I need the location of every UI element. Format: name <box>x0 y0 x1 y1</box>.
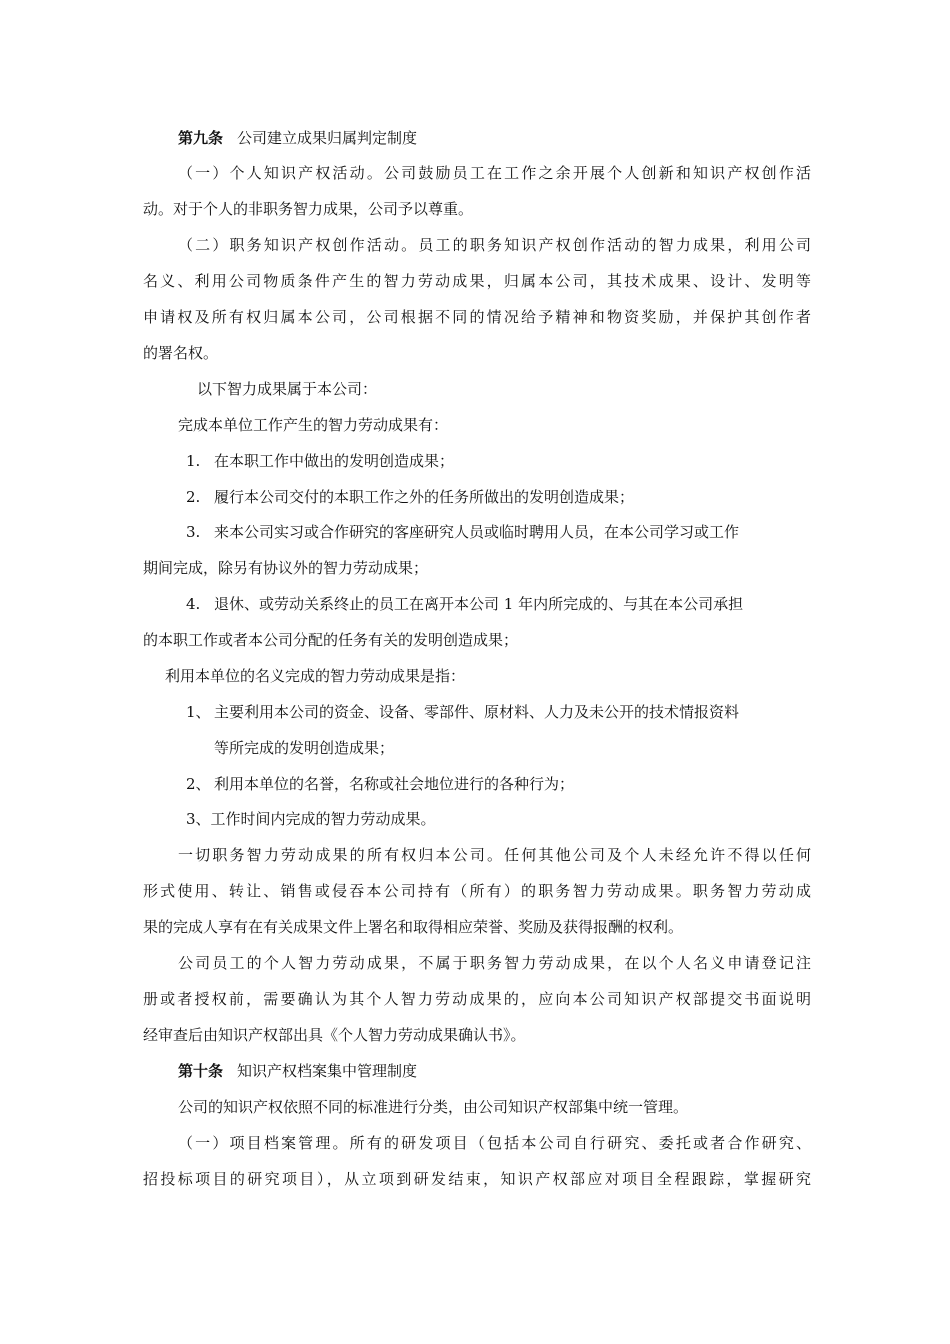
list-item-number: 4. <box>186 595 201 613</box>
article-10-title: 知识产权档案集中管理制度 <box>237 1062 418 1080</box>
paragraph-line: 的本职工作或者本公司分配的任务有关的发明创造成果； <box>143 631 519 649</box>
paragraph-line: 名义、利用公司物质条件产生的智力劳动成果，归属本公司，其技术成果、设计、发明等 <box>143 272 811 290</box>
paragraph-line: 以下智力成果属于本公司： <box>197 380 378 398</box>
article-10-number: 第十条 <box>178 1062 224 1080</box>
list-item-text: 主要利用本公司的资金、设备、零部件、原材料、人力及未公开的技术情报资料 <box>214 703 740 721</box>
list-item-number: 2、 <box>186 775 211 793</box>
list-item-text: 来本公司实习或合作研究的客座研究人员或临时聘用人员，在本公司学习或工作 <box>214 523 740 541</box>
paragraph-line: 申请权及所有权归属本公司，公司根据不同的情况给予精神和物资奖励，并保护其创作者 <box>143 308 811 326</box>
list-item-number: 1. <box>186 452 201 470</box>
paragraph-line: 形式使用、转让、销售或侵吞本公司持有（所有）的职务智力劳动成果。职务智力劳动成 <box>143 882 811 900</box>
list-item-text: 履行本公司交付的本职工作之外的任务所做出的发明创造成果； <box>214 488 635 506</box>
paragraph-line: 一切职务智力劳动成果的所有权归本公司。任何其他公司及个人未经允许不得以任何 <box>178 846 811 864</box>
paragraph-line: 公司的知识产权依照不同的标准进行分类，由公司知识产权部集中统一管理。 <box>178 1098 689 1116</box>
article-9-title: 公司建立成果归属判定制度 <box>237 129 418 147</box>
article-10-heading-line <box>178 1061 778 1081</box>
paragraph-line: 完成本单位工作产生的智力劳动成果有： <box>178 416 449 434</box>
paragraph-line: 利用本单位的名义完成的智力劳动成果是指： <box>165 667 466 685</box>
paragraph-line: （二）职务知识产权创作活动。员工的职务知识产权创作活动的智力成果，利用公司 <box>178 236 811 254</box>
list-item-number: 3. <box>186 523 201 541</box>
paragraph-line: 期间完成，除另有协议外的智力劳动成果； <box>143 559 429 577</box>
paragraph-line: 动。对于个人的非职务智力成果，公司予以尊重。 <box>143 200 474 218</box>
list-item-number: 1、 <box>186 703 211 721</box>
paragraph-line: 公司员工的个人智力劳动成果，不属于职务智力劳动成果，在以个人名义申请登记注 <box>178 954 811 972</box>
paragraph-line: 册或者授权前，需要确认为其个人智力劳动成果的，应向本公司知识产权部提交书面说明 <box>143 990 811 1008</box>
list-item-text: 在本职工作中做出的发明创造成果； <box>214 452 455 470</box>
list-item <box>186 702 811 722</box>
paragraph-line: 的署名权。 <box>143 344 219 362</box>
list-item-text: 利用本单位的名誉，名称或社会地位进行的各种行为； <box>214 775 575 793</box>
paragraph-line: 等所完成的发明创造成果； <box>214 739 395 757</box>
paragraph-line: （一）个人知识产权活动。公司鼓励员工在工作之余开展个人创新和知识产权创作活 <box>178 164 811 182</box>
article-9-heading-line <box>178 128 778 148</box>
paragraph-line: 3、工作时间内完成的智力劳动成果。 <box>186 810 436 828</box>
list-item <box>186 774 854 794</box>
paragraph-line: 招投标项目的研究项目），从立项到研发结束，知识产权部应对项目全程跟踪，掌握研究 <box>143 1170 811 1188</box>
paragraph-line: （一）项目档案管理。所有的研发项目（包括本公司自行研究、委托或者合作研究、 <box>178 1134 811 1152</box>
list-item-number: 2. <box>186 488 201 506</box>
list-item-text: 退休、或劳动关系终止的员工在离开本公司 1 年内所完成的、与其在本公司承担 <box>214 595 744 613</box>
paragraph-line: 果的完成人享有在有关成果文件上署名和取得相应荣誉、奖励及获得报酬的权利。 <box>143 918 684 936</box>
list-item <box>186 451 854 471</box>
article-9-number: 第九条 <box>178 129 224 147</box>
paragraph-line: 经审查后由知识产权部出具《个人智力劳动成果确认书》。 <box>143 1026 526 1044</box>
list-item <box>186 594 811 614</box>
list-item <box>186 522 811 542</box>
list-item <box>186 487 854 507</box>
